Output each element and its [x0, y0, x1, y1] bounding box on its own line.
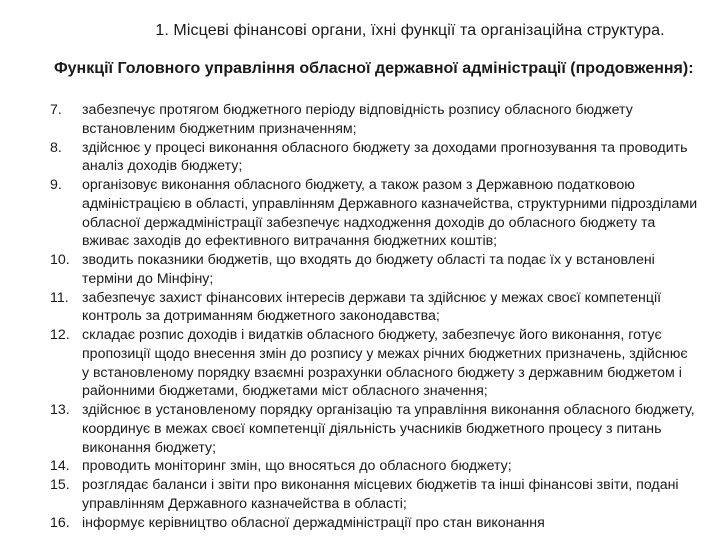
- list-item-15: [50, 476, 698, 514]
- slide-title: 1. Місцеві фінансові органи, їхні функції та організаційна структура.: [155, 22, 665, 39]
- item-text: організовує виконання обласного бюджету, а також разом з Державною податковою адміністрацією в області, управлінням Державного казначейства, структурними підрозділами обласної держадміністрації забезпечує надходження доходів до обласного бюджету та вживає заходів до ефективного витрачання бюджетних коштів;: [82, 177, 698, 250]
- item-text: здійснює в установленому порядку організацію та управління виконання обласного бюджету, координує в межах своєї компетенції діяльність учасників бюджетного процесу з питань виконання бюджету;: [82, 402, 695, 456]
- item-text: проводить моніторинг змін, що вносяться до обласного бюджету;: [82, 458, 512, 475]
- list-item-8: [50, 139, 698, 177]
- list-item-16: [50, 514, 698, 533]
- item-number: 16.: [50, 514, 70, 531]
- list-item-12: [50, 326, 698, 401]
- item-text: розглядає баланси і звіти про виконання місцевих бюджетів та інші фінансові звіти, подані управлінням Державного казначейства в області;: [82, 477, 679, 512]
- item-number: 14.: [50, 458, 70, 475]
- item-number: 15.: [50, 477, 70, 493]
- list-item-11: [50, 289, 698, 327]
- item-text: здійснює у процесі виконання обласного бюджету за доходами прогнозування та проводить аналіз доходів бюджету;: [82, 139, 688, 175]
- list-item-10: [50, 251, 698, 289]
- item-number: 8.: [50, 139, 62, 156]
- list-item-7: [50, 101, 698, 139]
- list-item-13: [50, 401, 698, 457]
- item-number: 12.: [50, 327, 70, 343]
- item-number: 10.: [50, 252, 70, 268]
- item-number: 9.: [50, 177, 62, 193]
- item-text: інформує керівництво обласної держадміністрації про стан виконання: [82, 514, 545, 531]
- section-subtitle: Функції Головного управління обласної державної адміністрації (продовження):: [54, 60, 694, 77]
- item-number: 11.: [50, 289, 69, 306]
- functions-list: [50, 101, 698, 532]
- item-text: забезпечує захист фінансових інтересів держави та здійснює у межах своєї компетенції контроль за дотриманням бюджетного законодавства;: [82, 289, 662, 325]
- list-item-14: [50, 457, 698, 476]
- item-text: зводить показники бюджетів, що входять до бюджету області та подає їх у встановлені терміни до Мінфіну;: [82, 252, 655, 287]
- item-text: забезпечує протягом бюджетного періоду відповідність розпису обласного бюджету встановленим бюджетним призначенням;: [82, 102, 633, 137]
- list-item-9: [50, 176, 698, 251]
- item-number: 7.: [50, 102, 62, 118]
- item-text: складає розпис доходів і видатків обласного бюджету, забезпечує його виконання, готує пропозиції щодо внесення змін до розпису у межах річних бюджетних призначень, здійснює у встановленому порядку взаємні розрахунки обласного бюджету з державним бюджетом і районними бюджетами, бюджетами міст обласного значення;: [82, 327, 688, 400]
- item-number: 13.: [50, 402, 70, 418]
